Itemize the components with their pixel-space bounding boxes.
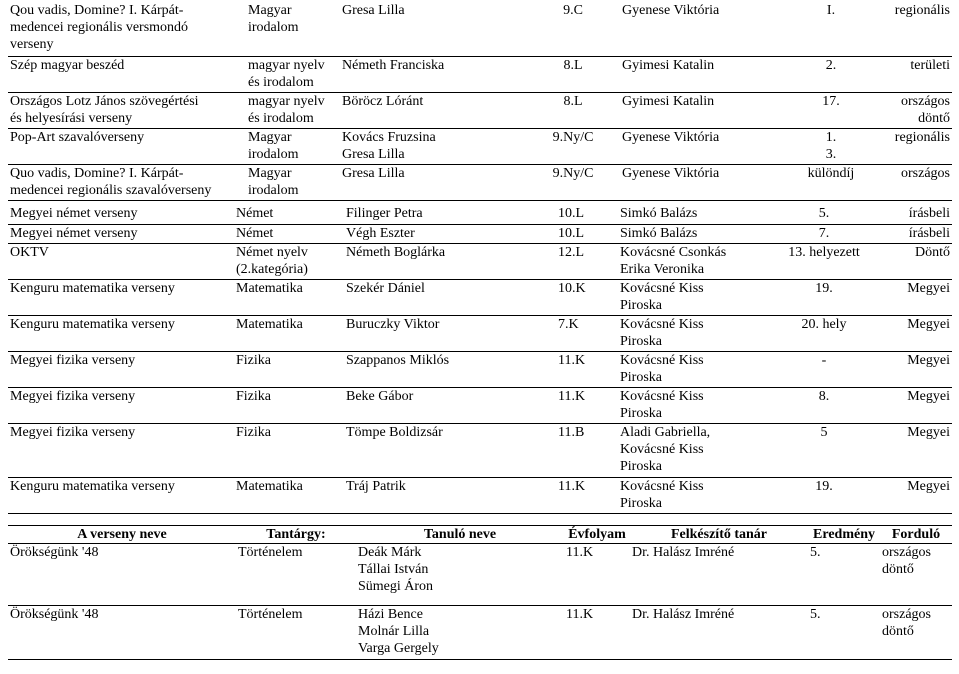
header-evfolyam: Évfolyam bbox=[564, 526, 630, 544]
evfolyam-cell: 11.K bbox=[564, 606, 630, 660]
nev-cell: Deák Márk Tállai István Sümegi Áron bbox=[356, 544, 564, 606]
eredmeny-cell: I. bbox=[790, 2, 872, 56]
table-row bbox=[8, 205, 952, 224]
tanar-cell: Kovácsné Kiss Piroska bbox=[618, 351, 778, 387]
verseny-cell: Kenguru matematika verseny bbox=[8, 315, 234, 351]
evfolyam-cell: 7.K bbox=[556, 315, 618, 351]
header-fordulo: Forduló bbox=[880, 526, 952, 544]
tanar-cell: Gyenese Viktória bbox=[620, 128, 790, 164]
table-row bbox=[8, 224, 952, 243]
evfolyam-cell: 9.Ny/C bbox=[526, 128, 620, 164]
evfolyam-cell: 9.Ny/C bbox=[526, 164, 620, 200]
table-row bbox=[8, 315, 952, 351]
tanar-cell: Gyimesi Katalin bbox=[620, 56, 790, 92]
fordulo-cell: regionális bbox=[872, 128, 952, 164]
verseny-cell: Pop-Art szavalóverseny bbox=[8, 128, 246, 164]
tanar-cell: Gyenese Viktória bbox=[620, 164, 790, 200]
eredmeny-cell: 8. bbox=[778, 387, 870, 423]
nev-cell: Németh Franciska bbox=[340, 56, 526, 92]
tanar-cell: Kovácsné Kiss Piroska bbox=[618, 315, 778, 351]
tanar-cell: Gyimesi Katalin bbox=[620, 92, 790, 128]
evfolyam-cell: 11.B bbox=[556, 423, 618, 477]
fordulo-cell: Megyei bbox=[870, 279, 952, 315]
fordulo-cell: Megyei bbox=[870, 423, 952, 477]
evfolyam-cell: 10.L bbox=[556, 205, 618, 224]
fordulo-cell: Megyei bbox=[870, 477, 952, 513]
eredmeny-cell: 7. bbox=[778, 224, 870, 243]
results-table-mid bbox=[8, 205, 952, 514]
tantargy-cell: Fizika bbox=[234, 423, 344, 477]
fordulo-cell: írásbeli bbox=[870, 224, 952, 243]
eredmeny-cell: 5. bbox=[808, 544, 880, 606]
nev-cell: Házi Bence Molnár Lilla Varga Gergely bbox=[356, 606, 564, 660]
eredmeny-cell: 5. bbox=[808, 606, 880, 660]
tantargy-cell: magyar nyelv és irodalom bbox=[246, 56, 340, 92]
tanar-cell: Kovácsné Kiss Piroska bbox=[618, 477, 778, 513]
tantargy-cell: Német nyelv (2.kategória) bbox=[234, 243, 344, 279]
verseny-cell: Megyei fizika verseny bbox=[8, 387, 234, 423]
tantargy-cell: Matematika bbox=[234, 279, 344, 315]
tanar-cell: Gyenese Viktória bbox=[620, 2, 790, 56]
table-row bbox=[8, 128, 952, 164]
nev-cell: Tömpe Boldizsár bbox=[344, 423, 556, 477]
nev-cell: Böröcz Lóránt bbox=[340, 92, 526, 128]
tanar-cell: Simkó Balázs bbox=[618, 224, 778, 243]
tanar-cell: Aladi Gabriella, Kovácsné Kiss Piroska bbox=[618, 423, 778, 477]
table-row bbox=[8, 606, 952, 660]
tanar-cell: Kovácsné Csonkás Erika Veronika bbox=[618, 243, 778, 279]
tantargy-cell: Történelem bbox=[236, 544, 356, 606]
fordulo-cell: területi bbox=[872, 56, 952, 92]
eredmeny-cell: - bbox=[778, 351, 870, 387]
table-row bbox=[8, 243, 952, 279]
tantargy-cell: Fizika bbox=[234, 351, 344, 387]
table-row bbox=[8, 387, 952, 423]
verseny-cell: Országos Lotz János szövegértési és helyesírási verseny bbox=[8, 92, 246, 128]
nev-cell: Tráj Patrik bbox=[344, 477, 556, 513]
eredmeny-cell: 19. bbox=[778, 279, 870, 315]
verseny-cell: Örökségünk '48 bbox=[8, 606, 236, 660]
nev-cell: Szappanos Miklós bbox=[344, 351, 556, 387]
tantargy-cell: Matematika bbox=[234, 477, 344, 513]
header-tanar: Felkészítő tanár bbox=[630, 526, 808, 544]
eredmeny-cell: 13. helyezett bbox=[778, 243, 870, 279]
fordulo-cell: regionális bbox=[872, 2, 952, 56]
verseny-cell: Quo vadis, Domine? I. Kárpát- medencei regionális szavalóverseny bbox=[8, 164, 246, 200]
verseny-cell: Megyei német verseny bbox=[8, 224, 234, 243]
nev-cell: Kovács Fruzsina Gresa Lilla bbox=[340, 128, 526, 164]
tantargy-cell: Magyar irodalom bbox=[246, 128, 340, 164]
evfolyam-cell: 9.C bbox=[526, 2, 620, 56]
verseny-cell: OKTV bbox=[8, 243, 234, 279]
eredmeny-cell: 20. hely bbox=[778, 315, 870, 351]
fordulo-cell: Megyei bbox=[870, 387, 952, 423]
fordulo-cell: országos döntő bbox=[872, 92, 952, 128]
eredmeny-cell: 17. bbox=[790, 92, 872, 128]
evfolyam-cell: 10.L bbox=[556, 224, 618, 243]
tanar-cell: Kovácsné Kiss Piroska bbox=[618, 387, 778, 423]
evfolyam-cell: 12.L bbox=[556, 243, 618, 279]
eredmeny-cell: 5. bbox=[778, 205, 870, 224]
evfolyam-cell: 8.L bbox=[526, 92, 620, 128]
verseny-cell: Megyei fizika verseny bbox=[8, 423, 234, 477]
table-row bbox=[8, 423, 952, 477]
header-tantargy: Tantárgy: bbox=[236, 526, 356, 544]
header-nev: Tanuló neve bbox=[356, 526, 564, 544]
tantargy-cell: Német bbox=[234, 224, 344, 243]
tantargy-cell: Történelem bbox=[236, 606, 356, 660]
evfolyam-cell: 8.L bbox=[526, 56, 620, 92]
fordulo-cell: Döntő bbox=[870, 243, 952, 279]
tantargy-cell: Magyar irodalom bbox=[246, 2, 340, 56]
verseny-cell: Kenguru matematika verseny bbox=[8, 477, 234, 513]
verseny-cell: Qou vadis, Domine? I. Kárpát- medencei regionális versmondó verseny bbox=[8, 2, 246, 56]
eredmeny-cell: 5 bbox=[778, 423, 870, 477]
evfolyam-cell: 11.K bbox=[564, 544, 630, 606]
eredmeny-cell: 2. bbox=[790, 56, 872, 92]
eredmeny-cell: 1. 3. bbox=[790, 128, 872, 164]
eredmeny-cell: különdíj bbox=[790, 164, 872, 200]
fordulo-cell: országos bbox=[872, 164, 952, 200]
eredmeny-cell: 19. bbox=[778, 477, 870, 513]
tanar-cell: Kovácsné Kiss Piroska bbox=[618, 279, 778, 315]
table-row bbox=[8, 56, 952, 92]
evfolyam-cell: 11.K bbox=[556, 477, 618, 513]
verseny-cell: Megyei fizika verseny bbox=[8, 351, 234, 387]
nev-cell: Buruczky Viktor bbox=[344, 315, 556, 351]
tanar-cell: Dr. Halász Imréné bbox=[630, 606, 808, 660]
verseny-cell: Örökségünk '48 bbox=[8, 544, 236, 606]
table-row bbox=[8, 351, 952, 387]
fordulo-cell: írásbeli bbox=[870, 205, 952, 224]
table-row bbox=[8, 477, 952, 513]
table-row bbox=[8, 2, 952, 56]
nev-cell: Németh Boglárka bbox=[344, 243, 556, 279]
nev-cell: Végh Eszter bbox=[344, 224, 556, 243]
nev-cell: Szekér Dániel bbox=[344, 279, 556, 315]
nev-cell: Gresa Lilla bbox=[340, 2, 526, 56]
table-row bbox=[8, 279, 952, 315]
table-row bbox=[8, 164, 952, 200]
verseny-cell: Megyei német verseny bbox=[8, 205, 234, 224]
evfolyam-cell: 11.K bbox=[556, 351, 618, 387]
tantargy-cell: Matematika bbox=[234, 315, 344, 351]
tantargy-cell: Magyar irodalom bbox=[246, 164, 340, 200]
results-table-bottom bbox=[8, 525, 952, 660]
tantargy-cell: Német bbox=[234, 205, 344, 224]
fordulo-cell: országos döntő bbox=[880, 606, 952, 660]
fordulo-cell: Megyei bbox=[870, 351, 952, 387]
nev-cell: Filinger Petra bbox=[344, 205, 556, 224]
tanar-cell: Simkó Balázs bbox=[618, 205, 778, 224]
evfolyam-cell: 10.K bbox=[556, 279, 618, 315]
mid-table-body bbox=[8, 205, 952, 513]
nev-cell: Gresa Lilla bbox=[340, 164, 526, 200]
nev-cell: Beke Gábor bbox=[344, 387, 556, 423]
tantargy-cell: magyar nyelv és irodalom bbox=[246, 92, 340, 128]
header-verseny: A verseny neve bbox=[8, 526, 236, 544]
tantargy-cell: Fizika bbox=[234, 387, 344, 423]
header-row bbox=[8, 526, 952, 544]
verseny-cell: Szép magyar beszéd bbox=[8, 56, 246, 92]
tanar-cell: Dr. Halász Imréné bbox=[630, 544, 808, 606]
verseny-cell: Kenguru matematika verseny bbox=[8, 279, 234, 315]
table-row bbox=[8, 92, 952, 128]
header-eredmeny: Eredmény bbox=[808, 526, 880, 544]
table-row bbox=[8, 544, 952, 606]
bottom-table-body bbox=[8, 526, 952, 660]
fordulo-cell: országos döntő bbox=[880, 544, 952, 606]
fordulo-cell: Megyei bbox=[870, 315, 952, 351]
evfolyam-cell: 11.K bbox=[556, 387, 618, 423]
results-table-top bbox=[8, 2, 952, 201]
top-table-body bbox=[8, 2, 952, 200]
